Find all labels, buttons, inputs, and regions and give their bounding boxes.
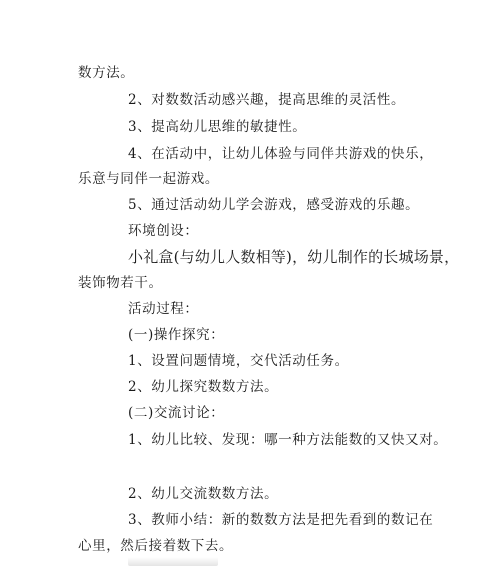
text-line-11: (一)操作探究： [128, 327, 225, 343]
text-line-9: 装饰物若干。 [78, 275, 163, 291]
text-line-12: 1、设置问题情境，交代活动任务。 [128, 353, 349, 369]
text-line-4: 4、在活动中，让幼儿体验与同伴共游戏的快乐， [128, 146, 434, 162]
text-line-15: 1、幼儿比较、发现：哪一种方法能数的又快又对。 [128, 432, 448, 448]
text-line-1: 数方法。 [78, 65, 135, 81]
text-line-10: 活动过程： [128, 301, 199, 317]
text-line-7: 环境创设： [128, 223, 199, 239]
text-line-5: 乐意与同伴一起游戏。 [78, 171, 219, 187]
text-line-6: 5、通过活动幼儿学会游戏，感受游戏的乐趣。 [128, 197, 420, 213]
text-line-16: 2、幼儿交流数数方法。 [128, 486, 279, 502]
text-line-13: 2、幼儿探究数数方法。 [128, 379, 279, 395]
text-line-18: 心里，然后接着数下去。 [78, 538, 234, 554]
text-line-14: (二)交流讨论： [128, 405, 225, 421]
text-line-17: 3、教师小结：新的数数方法是把先看到的数记在 [128, 512, 434, 528]
text-line-3: 3、提高幼儿思维的敏捷性。 [128, 119, 307, 135]
faded-watermark-strip [128, 557, 218, 566]
text-line-2: 2、对数数活动感兴趣，提高思维的灵活性。 [128, 92, 406, 108]
text-line-8: 小礼盒(与幼儿人数相等)，幼儿制作的长城场景， [128, 248, 460, 266]
